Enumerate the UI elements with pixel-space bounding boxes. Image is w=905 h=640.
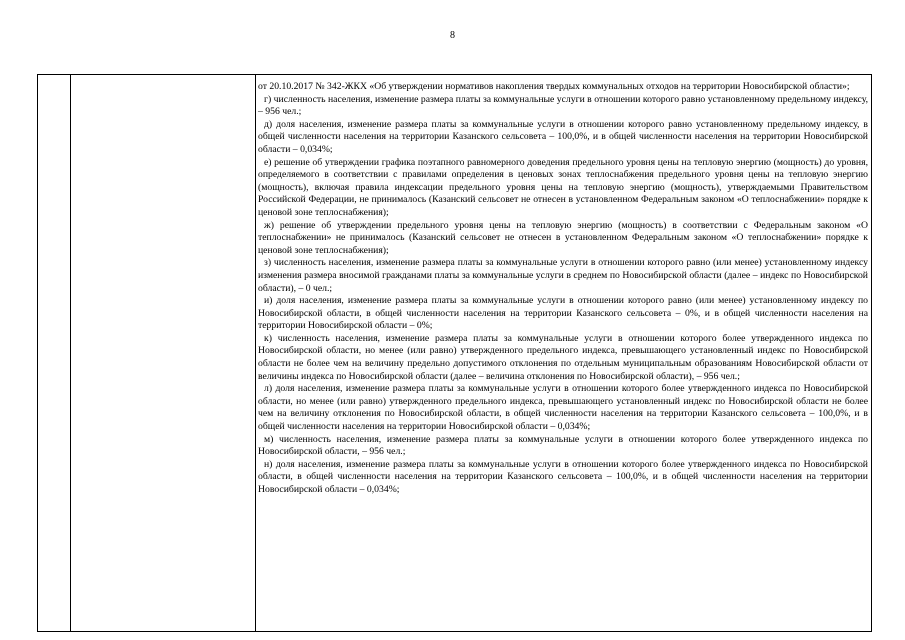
paragraph-d: д) доля населения, изменение размера платы за коммунальные услуги в отношении которого равно установленному предельному индексу, в общей численности населения на территории Казанского сельсовета – 100,0%, и в общей численности населения на территории Новосибирской области – 0,034%;: [258, 118, 868, 155]
paragraph-l: л) доля населения, изменение размера платы за коммунальные услуги в отношении которого более утвержденного индекса по Новосибирской области, но менее (или равно) утвержденного предельного индекса, превышающего установленный индекс по Новосибирской области не более чем на величину отклонения по Новосибирской области, в общей численности населения на территории Казанского сельсовета – 100,0%, и в общей численности населения на территории Новосибирской области – 0,034%;: [258, 383, 868, 433]
page-number: 8: [450, 30, 455, 41]
paragraph-order-reference: от 20.10.2017 № 342-ЖКХ «Об утверждении нормативов накопления твердых коммунальных отходов на территории Новосибирской области»;: [258, 81, 850, 92]
document-table: [37, 74, 872, 632]
paragraph-i: и) доля населения, изменение размера платы за коммунальные услуги в отношении которого равно (или менее) установленному индексу по Новосибирской области, в общей численности населения на территории Казанского сельсовета – 0%, и в общей численности населения на территории Новосибирской области – 0%;: [258, 295, 868, 332]
table-cell-content: [258, 81, 868, 497]
table-cell-number: [38, 75, 71, 631]
paragraph-g: г) численность населения, изменение размера платы за коммунальные услуги в отношении которого равно установленному предельному индексу, – 956 чел.;: [258, 93, 868, 118]
paragraph-k: к) численность населения, изменение размера платы за коммунальные услуги в отношении которого более утвержденного индекса по Новосибирской области, но менее (или равно) утвержденного предельного индекса, превышающего установленный индекс по Новосибирской области не более чем на величину предельно допустимого отклонения по отдельным муниципальным образованиям Новосибирской области от величины индекса по Новосибирской области (далее – величина отклонения по Новосибирской области), – 956 чел.;: [258, 332, 868, 382]
paragraph-zh: ж) решение об утверждении предельного уровня цены на тепловую энергию (мощность) в соответствии с Федеральным законом «О теплоснабжении» не принималось (Казанский сельсовет не отнесен в установленном Федеральным законом «О теплоснабжении» порядке к ценовой зоне теплоснабжения);: [258, 219, 868, 256]
paragraph-e: е) решение об утверждении графика поэтапного равномерного доведения предельного уровня цены на тепловую энергию (мощность) до уровня, определяемого в соответствии с правилами определения в ценовых зонах теплоснабжения предельного уровня цены на тепловую энергию (мощность), включая правила индексации предельного уровня цены на тепловую энергию (мощность), утверждаемыми Правительством Российской Федерации, не принималось (Казанский сельсовет не отнесен в установленном Федеральным законом «О теплоснабжении» порядке к ценовой зоне теплоснабжения);: [258, 156, 868, 218]
paragraph-z: з) численность населения, изменение размера платы за коммунальные услуги в отношении которого равно (или менее) установленному индексу изменения размера вносимой гражданами платы за коммунальные услуги в среднем по Новосибирской области (далее – индекс по Новосибирской области), – 0 чел.;: [258, 257, 868, 294]
paragraph-m: м) численность населения, изменение размера платы за коммунальные услуги в отношении которого более утвержденного индекса по Новосибирской области, – 956 чел.;: [258, 433, 868, 458]
table-cell-municipality: [71, 75, 256, 631]
paragraph-n: н) доля населения, изменение размера платы за коммунальные услуги в отношении которого более утвержденного индекса по Новосибирской области, в общей численности населения на территории Казанского сельсовета – 100,0%, и в общей численности населения на территории Новосибирской области – 0,034%;: [258, 458, 868, 495]
